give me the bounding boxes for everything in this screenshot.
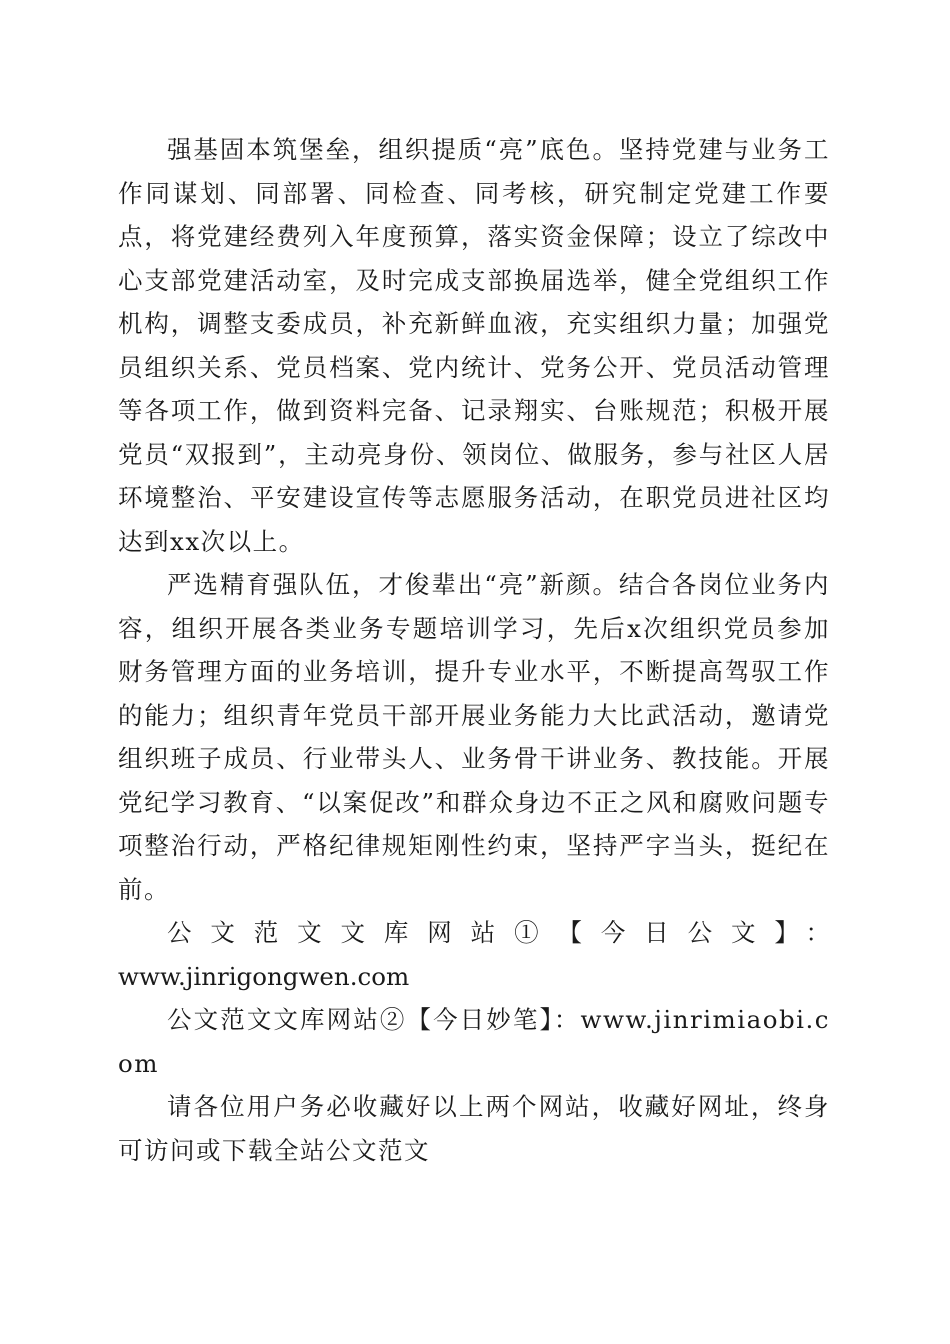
paragraph-party-building: 强基固本筑堡垒，组织提质“亮”底色。坚持党建与业务工作同谋划、同部署、同检查、同考核，研究制定党建工作要点，将党建经费列入年度预算，落实资金保障；设立了综改中心支部党建活动室，及时完成支部换届选举，健全党组织工作机构，调整支委成员，补充新鲜血液，充实组织力量；加强党员组织关系、党员档案、党内统计、党务公开、党员活动管理等各项工作，做到资料完备、记录翔实、台账规范；积极开展党员“双报到”，主动亮身份、领岗位、做服务，参与社区人居环境整治、平安建设宣传等志愿服务活动，在职党员进社区均达到xx次以上。 [118,135,830,556]
site-notice-2: 公文范文文库网站②【今日妙笔】：www.jinrimiaobi.com [118,1005,830,1078]
document-body [118,128,830,1172]
site-notice-1: 公文范文文库网站①【今日公文】： [167,918,830,947]
site-notice-1-url: www.jinrigongwen.com [118,961,410,991]
closing-notice: 请各位用户务必收藏好以上两个网站，收藏好网址，终身可访问或下载全站公文范文 [118,1092,830,1165]
paragraph-team-building: 严选精育强队伍，才俊辈出“亮”新颜。结合各岗位业务内容，组织开展各类业务专题培训学习，先后x次组织党员参加财务管理方面的业务培训，提升专业水平，不断提高驾驭工作的能力；组织青年党员干部开展业务能力大比武活动，邀请党组织班子成员、行业带头人、业务骨干讲业务、教技能。开展党纪学习教育、“以案促改”和群众身边不正之风和腐败问题专项整治行动，严格纪律规矩刚性约束，坚持严字当头，挺纪在前。 [118,570,830,904]
